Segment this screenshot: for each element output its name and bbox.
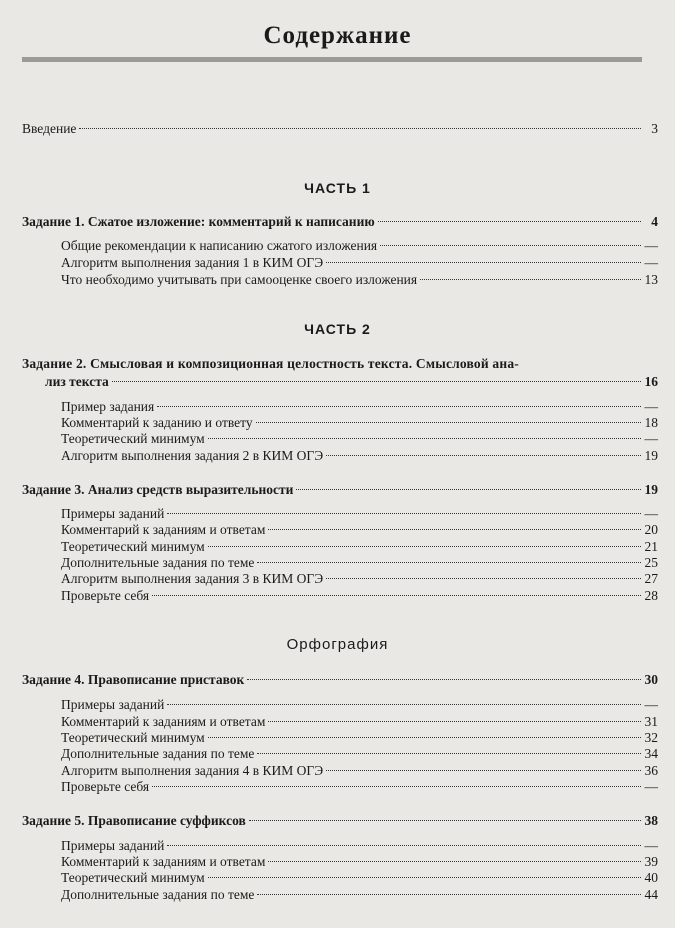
toc-entry[interactable] (61, 430, 658, 448)
entry-label: Проверьте себя (61, 588, 150, 603)
leader-dots (208, 877, 641, 878)
toc-entry[interactable] (61, 886, 658, 904)
entry-label: Дополнительные задания по теме (61, 555, 255, 570)
leader-dots (326, 455, 641, 456)
leader-dots (257, 753, 641, 754)
toc-entry[interactable] (61, 696, 658, 714)
entry-label: Теоретический минимум (61, 431, 205, 446)
leader-dots (257, 894, 641, 895)
leader-dots (152, 595, 641, 596)
entry-page: — (644, 779, 658, 794)
entry-page: 38 (644, 813, 658, 828)
entry-page: 25 (644, 555, 658, 570)
toc-entry[interactable] (61, 778, 658, 796)
toc-entry[interactable] (61, 521, 658, 539)
toc-entry[interactable] (61, 587, 658, 605)
entry-label: Комментарий к заданиям и ответам (61, 854, 266, 869)
leader-dots (208, 546, 641, 547)
entry-label: Дополнительные задания по теме (61, 887, 255, 902)
toc-entry[interactable] (61, 869, 658, 887)
entry-page: 4 (651, 214, 658, 229)
entry-page: — (644, 506, 658, 521)
toc-entry-task-4[interactable] (22, 671, 658, 689)
entry-label: Алгоритм выполнения задания 1 в КИМ ОГЭ (61, 255, 324, 270)
entry-label: Комментарий к заданиям и ответам (61, 714, 266, 729)
entry-label: Проверьте себя (61, 779, 150, 794)
entry-page: 19 (644, 482, 658, 497)
entry-page: 32 (644, 730, 658, 745)
entry-label: Алгоритм выполнения задания 4 в КИМ ОГЭ (61, 763, 324, 778)
entry-label: Примеры заданий (61, 506, 165, 521)
title-rule (22, 57, 642, 62)
entry-label: Задание 4. Правописание приставок (22, 672, 245, 687)
entry-page: 34 (644, 746, 658, 761)
toc-entry-task-3[interactable] (22, 481, 658, 499)
leader-dots (420, 279, 641, 280)
entry-page: 40 (644, 870, 658, 885)
entry-page: 36 (644, 763, 658, 778)
leader-dots (268, 861, 641, 862)
entry-page: 19 (644, 448, 658, 463)
entry-page: 3 (651, 121, 658, 136)
entry-label: Введение (22, 121, 77, 136)
leader-dots (326, 578, 641, 579)
leader-dots (256, 422, 641, 423)
entry-page: — (644, 431, 658, 446)
entry-page: 16 (644, 374, 658, 389)
entry-page: 20 (644, 522, 658, 537)
section-heading-orthography: Орфография (286, 636, 389, 653)
entry-label: Теоретический минимум (61, 539, 205, 554)
entry-page: — (644, 838, 658, 853)
entry-label: Задание 5. Правописание суффиксов (22, 813, 246, 828)
toc-entry[interactable] (61, 570, 658, 588)
entry-label: Примеры заданий (61, 838, 165, 853)
toc-entry-task-2-line1[interactable]: Задание 2. Смысловая и композиционная целостность текста. Смысловой ана- (22, 356, 520, 371)
entry-label: Теоретический минимум (61, 870, 205, 885)
entry-page: — (644, 255, 658, 270)
entry-page: 31 (644, 714, 658, 729)
toc-entry-task-1[interactable] (22, 213, 658, 231)
leader-dots (167, 513, 641, 514)
entry-label: Алгоритм выполнения задания 2 в КИМ ОГЭ (61, 448, 324, 463)
leader-dots (249, 820, 641, 821)
entry-label: лиз текста (45, 374, 109, 389)
entry-label: Задание 3. Анализ средств выразительности (22, 482, 294, 497)
leader-dots (112, 381, 641, 382)
toc-entry[interactable] (61, 745, 658, 763)
entry-page: 39 (644, 854, 658, 869)
toc-entry-task-5[interactable] (22, 812, 658, 830)
leader-dots (326, 770, 641, 771)
entry-label: Что необходимо учитывать при самооценке своего изложения (61, 272, 418, 287)
leader-dots (247, 679, 641, 680)
leader-dots (157, 406, 641, 407)
entry-page: 28 (644, 588, 658, 603)
entry-label: Комментарий к заданию и ответу (61, 415, 253, 430)
entry-label: Задание 1. Сжатое изложение: комментарий к написанию (22, 214, 375, 229)
entry-page: 27 (644, 571, 658, 586)
toc-entry[interactable] (61, 237, 658, 255)
entry-page: 18 (644, 415, 658, 430)
toc-entry-intro[interactable] (22, 120, 658, 138)
leader-dots (167, 845, 641, 846)
entry-label: Дополнительные задания по теме (61, 746, 255, 761)
entry-page: 21 (644, 539, 658, 554)
leader-dots (152, 786, 641, 787)
part-1-heading: ЧАСТЬ 1 (304, 180, 371, 196)
leader-dots (296, 489, 641, 490)
entry-label: Пример задания (61, 399, 155, 414)
leader-dots (79, 128, 641, 129)
toc-entry[interactable] (61, 254, 658, 272)
leader-dots (257, 562, 641, 563)
entry-label: Алгоритм выполнения задания 3 в КИМ ОГЭ (61, 571, 324, 586)
leader-dots (208, 438, 641, 439)
entry-page: 13 (644, 272, 658, 287)
leader-dots (208, 737, 641, 738)
entry-label: Теоретический минимум (61, 730, 205, 745)
leader-dots (268, 721, 641, 722)
leader-dots (326, 262, 641, 263)
toc-entry-task-2[interactable] (45, 373, 658, 391)
entry-label: Комментарий к заданиям и ответам (61, 522, 266, 537)
leader-dots (378, 221, 641, 222)
entry-page: 44 (644, 887, 658, 902)
entry-page: 30 (644, 672, 658, 687)
entry-label: Примеры заданий (61, 697, 165, 712)
leader-dots (268, 529, 641, 530)
toc-entry[interactable] (61, 271, 658, 289)
leader-dots (380, 245, 641, 246)
entry-page: — (644, 238, 658, 253)
entry-page: — (644, 399, 658, 414)
entry-label: Общие рекомендации к написанию сжатого изложения (61, 238, 378, 253)
toc-entry[interactable] (61, 447, 658, 465)
page-title: Содержание (263, 22, 412, 49)
entry-page: — (644, 697, 658, 712)
part-2-heading: ЧАСТЬ 2 (304, 321, 371, 337)
leader-dots (167, 704, 641, 705)
